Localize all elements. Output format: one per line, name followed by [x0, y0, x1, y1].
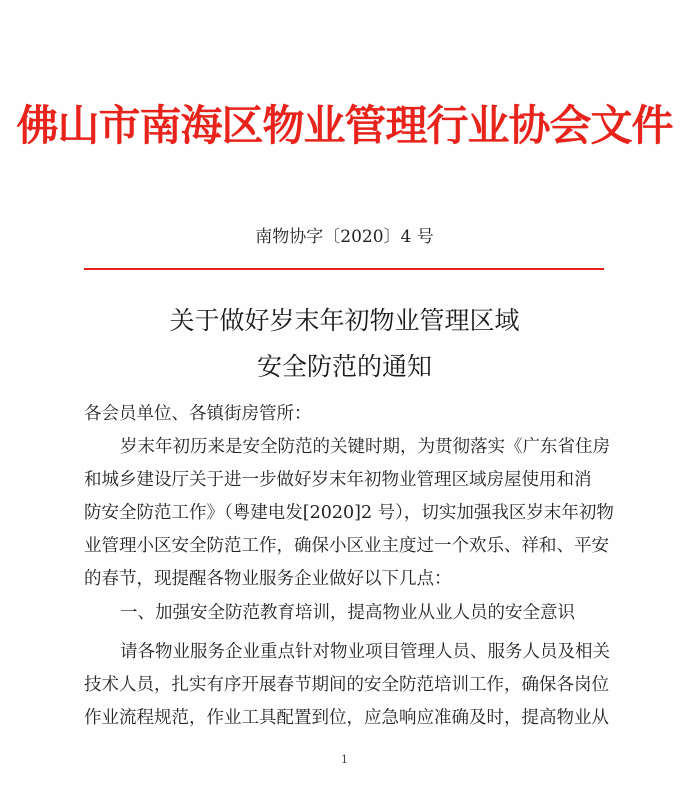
paragraph-line: 技术人员，扎实有序开展春节期间的安全防范培训工作，确保各岗位 — [84, 675, 609, 695]
paragraph-line: 的春节，现提醒各物业服务企业做好以下几点： — [84, 569, 452, 589]
notice-title-line-1: 关于做好岁末年初物业管理区域 — [169, 306, 520, 335]
section-heading: 一、加强安全防范教育培训，提高物业从业人员的安全意识 — [120, 603, 575, 623]
paragraph-line: 业管理小区安全防范工作，确保小区业主度过一个欢乐、祥和、平安 — [84, 536, 609, 556]
paragraph-line: 请各物业服务企业重点针对物业项目管理人员、服务人员及相关 — [120, 642, 610, 662]
page-number: 1 — [341, 753, 348, 766]
org-header-title: 佛山市南海区物业管理行业协会文件 — [16, 101, 673, 150]
paragraph-line: 岁末年初历来是安全防范的关键时期，为贯彻落实《广东省住房 — [120, 437, 610, 457]
document-number: 南物协字〔2020〕4 号 — [255, 227, 434, 247]
paragraph-line: 和城乡建设厅关于进一步做好岁末年初物业管理区域房屋使用和消 — [84, 470, 592, 490]
notice-title-line-2: 安全防范的通知 — [256, 352, 432, 381]
salutation: 各会员单位、各镇街房管所： — [84, 404, 312, 424]
paragraph-line: 防安全防范工作》（粤建电发[2020]2 号），切实加强我区岁末年初物 — [84, 503, 614, 523]
red-divider-line — [84, 268, 604, 270]
paragraph-line: 作业流程规范，作业工具配置到位，应急响应准确及时，提高物业从 — [84, 708, 609, 728]
